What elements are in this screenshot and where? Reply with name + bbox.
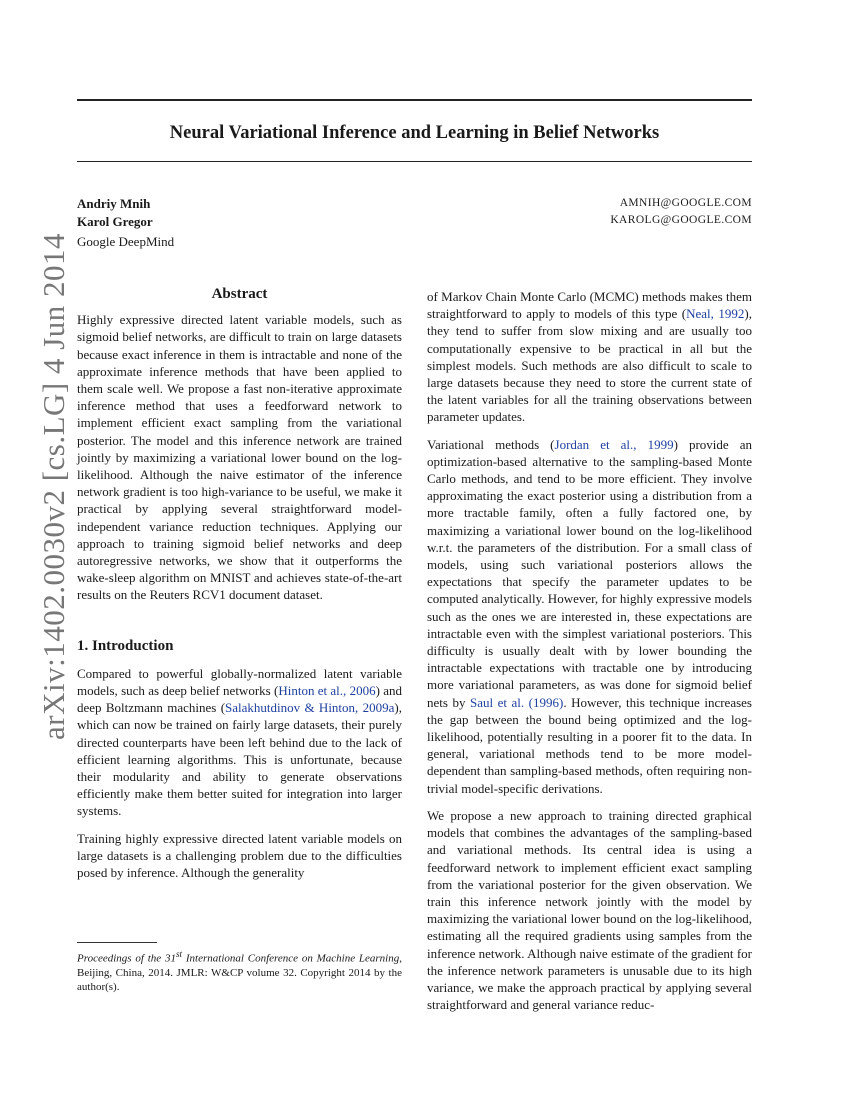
text-run: Variational methods ( xyxy=(427,436,555,452)
title-top-rule xyxy=(77,99,752,101)
text-run: ), they tend to suffer from slow mixing and are usually too computationally expensive to be practical in all but the simplest models. Such methods are also difficult to scale to large datasets because they need to store the current state of the latent variables for all the training observations between parameter updates. xyxy=(427,306,752,425)
author-name: Andriy Mnih xyxy=(77,196,151,211)
paper-title: Neural Variational Inference and Learning in Belief Networks xyxy=(169,123,660,143)
text-run: of Markov Chain Monte Carlo (MCMC) methods makes them straightforward to apply to models of this type ( xyxy=(427,289,752,322)
author-email[interactable]: AMNIH@GOOGLE.COM xyxy=(619,197,752,209)
text-run: . However, this technique increases the gap between the bound being optimized and the log-likelihood, potentially resulting in a poorer fit to the data. In general, variational methods tend to be more model-dependent than sampling-based methods, often requiring non-trivial model-specific derivations. xyxy=(427,694,752,796)
left-column xyxy=(77,286,402,891)
title-bottom-rule xyxy=(77,161,752,162)
citation-link[interactable]: Neal, 1992 xyxy=(686,306,745,322)
text-run: Compared to powerful globally-normalized latent variable models, such as deep belief networks ( xyxy=(77,665,402,699)
text-run: ), which can now be trained on fairly large datasets, their purely directed counterparts have been left behind due to the lack of efficient learning algorithms. This is unfortunate, because their modularity and ability to generate observations efficiently make them better suited for integration into larger systems. xyxy=(77,700,402,819)
author-email[interactable]: KAROLG@GOOGLE.COM xyxy=(610,214,752,226)
arxiv-identifier: arXiv:1402.0030v2 [cs.LG] 4 Jun 2014 xyxy=(36,232,71,740)
abstract-heading: Abstract xyxy=(211,286,268,302)
footnote-text: Proceedings of the 31 xyxy=(77,952,176,965)
section-heading-introduction: 1. Introduction xyxy=(77,637,174,654)
author-block xyxy=(77,195,174,251)
citation-link[interactable]: Hinton et al., 2006 xyxy=(278,683,376,699)
citation-link[interactable]: Saul et al. (1996) xyxy=(469,694,564,710)
affiliation: Google DeepMind xyxy=(77,234,175,249)
intro-paragraph-2: Training highly expressive directed latent variable models on large datasets is a challenging problem due to the difficulties posed by inference. Although the generality xyxy=(77,830,402,881)
paragraph xyxy=(427,288,752,426)
author-name: Karol Gregor xyxy=(77,214,153,229)
abstract-text: Highly expressive directed latent variable models, such as sigmoid belief networks, are difficult to train on large datasets because exact inference in them is intractable and none of the approximate inference methods that have been applied to them scale well. We propose a fast non-iterative approximate inference method that uses a feedforward network to implement efficient exact sampling from the variational posterior. The model and this inference network are trained jointly by maximizing a variational lower bound on the log-likelihood. Although the naive estimator of the inference network gradient is too high-variance to be useful, we make it practical by applying several straightforward model-independent variance reduction techniques. Applying our approach to training sigmoid belief networks and deep autoregressive networks, we show that it outperforms the wake-sleep algorithm on MNIST and achieves state-of-the-art results on the Reuters RCV1 document dataset. xyxy=(77,312,402,603)
intro-paragraph-1 xyxy=(77,665,402,820)
text-run: ) provide an optimization-based alternative to the sampling-based Monte Carlo methods, and tend to be more efficient. They involve approximating the exact posterior using a distribution from a more tractable family, often a fully factored one, by maximizing a variational lower bound on the log-likelihood w.r.t. the parameters of the distribution. For a small class of models, using such variational posteriors allows the expectations that specify the parameter updates to be computed analytically. However, for highly expressive models such as the ones we are interested in, these expectations are intractable even with the simplest variational posteriors. This difficulty is usually dealt with by lower bounding the intractable expectations with tractable one by introducing more variational parameters, as was done for sigmoid belief nets by xyxy=(427,436,753,710)
citation-link[interactable]: Jordan et al., 1999 xyxy=(554,436,674,452)
citation-link[interactable]: Salakhutdinov & Hinton, 2009a xyxy=(225,700,395,716)
right-column xyxy=(427,288,752,1023)
footnote-text: , Beijing, China, 2014. JMLR: W&CP volume 32. Copyright 2014 by the author(s). xyxy=(77,952,402,993)
paragraph xyxy=(427,436,752,797)
text-run: ) and deep Boltzmann machines ( xyxy=(77,683,402,716)
paragraph: We propose a new approach to training directed graphical models that combines the advantages of the sampling-based and variational methods. Its central idea is using a feedforward network to implement efficient exact sampling from the variational posterior for the given observation. We train this inference network jointly with the model by maximizing the variational lower bound on the log-likelihood, estimating all the required gradients using samples from the inference network. Although naive estimate of the gradient for the inference network parameters is unusable due to its high variance, we make the approach practical by applying several straightforward and general variance reduc- xyxy=(427,807,752,1013)
footnote-rule xyxy=(77,942,157,943)
author-emails xyxy=(610,195,752,229)
footnote-text: International Conference on Machine Learning xyxy=(182,952,400,965)
footnote xyxy=(77,947,402,994)
footnote-superscript: st xyxy=(175,949,183,959)
